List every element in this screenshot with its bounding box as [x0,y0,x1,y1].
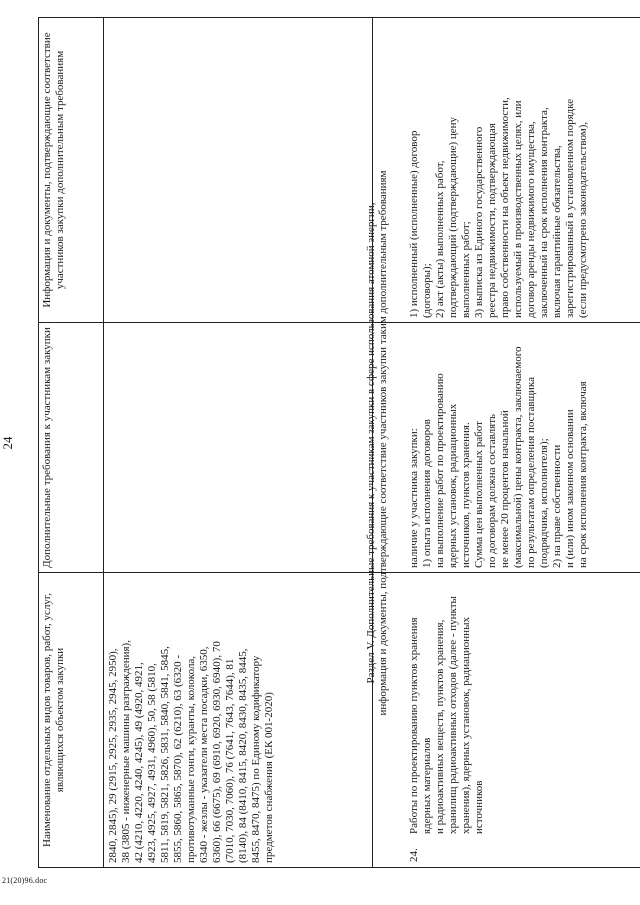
table-row [373,18,640,868]
table-row [104,18,373,868]
header-documents: Информация и документы, подтверждающие соответствие участников закупки дополнительным требованиям [39,18,104,323]
empty-cell [104,18,373,323]
document-filename: 21(20)96.doc [2,876,48,885]
requirements-table [38,17,640,868]
table-header-row [39,18,104,868]
section-title: Раздел V. Дополнительные требования к участникам закупки в сфере использования атомной энергии, информация и документы, подтверждающие соответствие участников закупки таким дополнительным требованиям [365,170,389,716]
empty-cell [104,323,373,573]
rotated-page [0,18,603,868]
row24-name: Работы по проектированию пунктов хранения ядерных материалов и радиоактивных веществ, пунктов хранения, хранилищ радиоактивных отходов (далее - пункты хранения), ядерных установок, радиационных источников [408,596,485,834]
page-number: 24 [0,436,15,450]
header-name: Наименование отдельных видов товаров, работ, услуг, являющихся объектом закупки [39,573,104,868]
row24-requirements: наличие у участника закупки: 1) опыта исполнения договоров на выполнение работ по проектированию ядерных установок, радиационных источников, пунктов хранения. Сумма цен выполненных работ по договорам должна составлять не менее 20 процентов начальной (максимальной) цены контракта, заключаемого по результатам определения поставщика (подрядчика, исполнителя); 2) на праве собственности и (или) ином законном основании на срок исполнения контракта, включая [373,323,640,573]
continuation-cell: 2840, 2845), 29 (2915, 2925, 2935, 2945, 2950), 38 (3805 - инженерные машины разграждения), 42 (4210, 4220, 4240, 4245), 49 (4920, 4921, 4923, 4925, 4927, 4931, 4960), 50, 58 (5810, 5811, 5819, 5821, 5826, 5831, 5840, 5841, 5845, 5855, 5860, 5865, 5870), 62 (6210), 63 (6320 - противотуманные гонги, куранты, колокола, 6340 - жезлы - указатели места посадки, 6350, 6360), 66 (6675), 69 (6910, 6920, 6930, 6940), 70 (7010, 7030, 7060), 76 (7641, 7643, 7644), 81 (8140), 84 (8410, 8415, 8420, 8430, 8435, 8445, 8455, 8470, 8475) по Единому кодификатору предметов снабжения (ЕК 001-2020) [104,573,373,868]
row-number: 24. [408,848,420,862]
header-requirements: Дополнительные требования к участникам закупки [39,323,104,573]
row24-name-cell [373,573,640,868]
row24-documents: 1) исполненный (исполненные) договор (договоры); 2) акт (акты) выполненных работ, подтверждающий (подтверждающие) цену выполненных работ; 3) выписка из Единого государственного реестра недвижимости, подтверждающая право собственности на объект недвижимости, используемый в производственных целях, или договор аренды недвижимого имущества, заключенный на срок исполнения контракта, включая гарантийные обязательства, зарегистрированный в установленном порядке (если предусмотрено законодательством), [373,18,640,323]
